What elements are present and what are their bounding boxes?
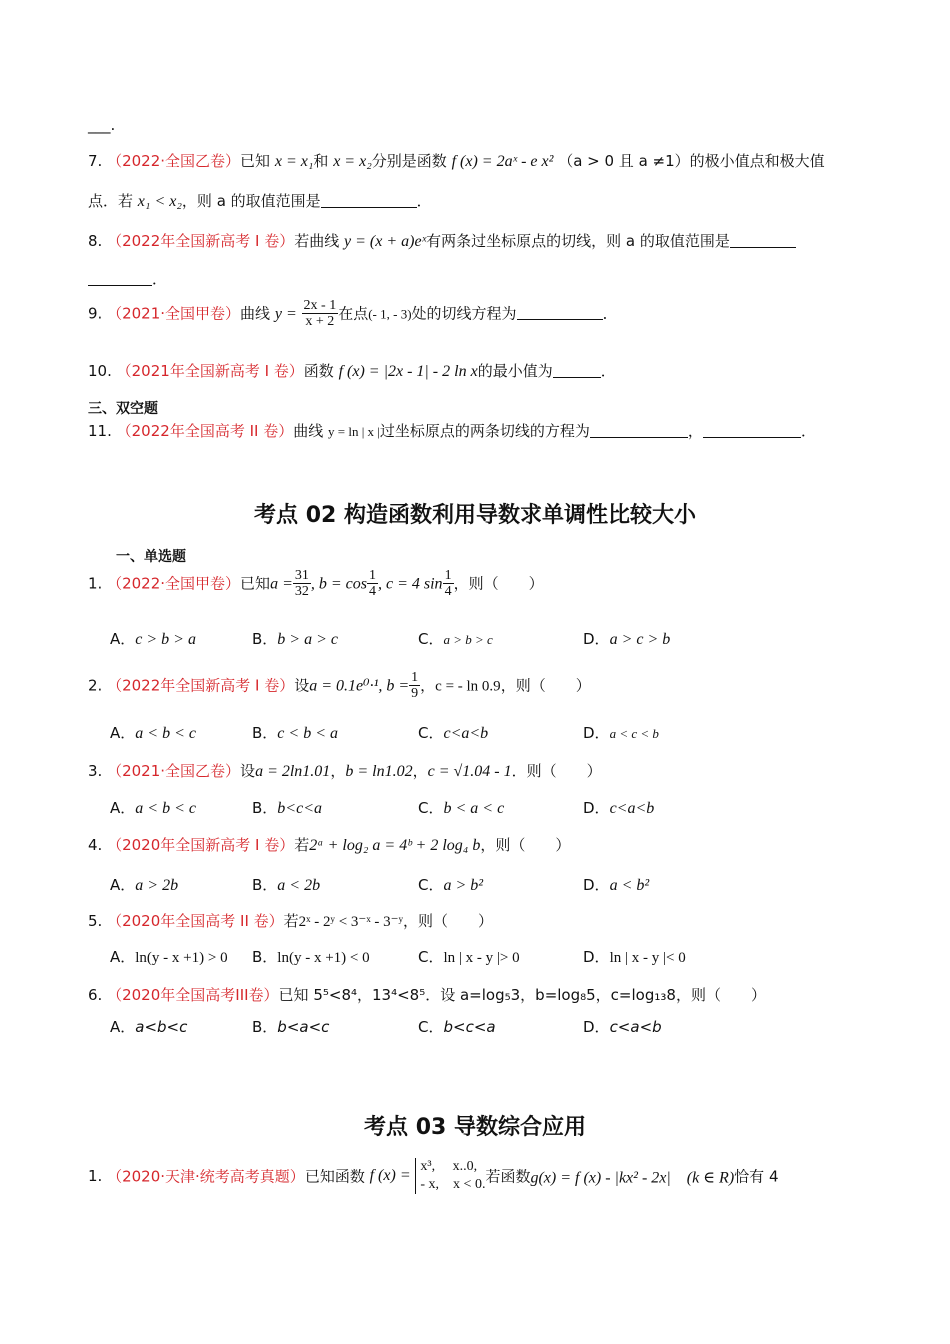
- last-math-f: f (x) =: [369, 1167, 411, 1185]
- last-source: （2020·天津·统考高考真题）: [107, 1167, 305, 1186]
- q7-text: 点．若: [88, 192, 134, 210]
- mc4-math: 2ᵃ + log₂ a = 4ᵇ + 2 log₄ b: [309, 837, 481, 854]
- question-10: [88, 360, 616, 381]
- q9-number: 9.: [88, 304, 103, 323]
- heading-topic-02: 考点 02 构造函数利用导数求单调性比较大小: [254, 503, 696, 528]
- mc1-math: , b = cos: [310, 575, 367, 593]
- option-c[interactable]: C．ln | x - y |> 0: [418, 948, 520, 966]
- answer-blank[interactable]: [321, 193, 417, 208]
- mc3-text: ，: [330, 762, 346, 780]
- q9-text: 曲线: [240, 304, 271, 323]
- mc5-math: 2ˣ - 2ʸ < 3⁻ˣ - 3⁻ʸ: [298, 914, 404, 930]
- mc4-text: ，则（ ）: [480, 836, 571, 854]
- option-d[interactable]: D．c<a<b: [583, 1018, 662, 1036]
- fraction-denominator: 4: [444, 584, 452, 600]
- q9-fraction: [302, 298, 339, 330]
- fraction-denominator: 9: [411, 686, 419, 702]
- mc-question-3: [88, 760, 602, 781]
- q7-math-condition: x₁ < x₂: [137, 193, 182, 210]
- mc1-fraction: [443, 568, 454, 600]
- last-text: 已知函数: [304, 1167, 365, 1186]
- answer-blank[interactable]: [730, 233, 796, 248]
- piecewise-case-1: x³, x..0,: [420, 1159, 478, 1174]
- answer-blank[interactable]: [517, 305, 603, 320]
- q9-text: 处的切线方程为: [411, 304, 517, 323]
- piecewise-case-2: - x, x < 0.: [420, 1177, 486, 1193]
- mc1-math: a =: [270, 575, 293, 593]
- mc1-text: ，则（ ）: [453, 574, 544, 593]
- option-b[interactable]: B．a < 2b: [252, 876, 321, 894]
- q7-math-x2: x = x₂: [333, 153, 372, 170]
- q8-source: （2022年全国新高考 I 卷）: [107, 232, 295, 250]
- piecewise-brace: [415, 1158, 485, 1194]
- q10-source: （2021年全国新高考 I 卷）: [116, 362, 304, 380]
- mc3-text: 设: [240, 762, 256, 780]
- mc-question-5: [88, 910, 493, 931]
- mc1-source: （2022·全国甲卷）: [107, 574, 241, 593]
- last-math-g: g(x) = f (x) - |kx² - 2x| (k ∈ R): [530, 1169, 735, 1187]
- mc3-number: 3.: [88, 762, 103, 780]
- option-a[interactable]: A．a < b < c: [110, 799, 196, 817]
- q11-math-curve: y = ln | x |: [328, 424, 380, 439]
- question-8: [88, 230, 796, 251]
- option-a[interactable]: A．c > b > a: [110, 630, 196, 648]
- mc5-text: ，则（ ）: [403, 912, 494, 930]
- mc2-number: 2.: [88, 676, 103, 695]
- mc2-math: ，c = - ln 0.9: [420, 678, 501, 695]
- mc1-math: , c = 4 sin: [377, 575, 443, 593]
- q8-text: 有两条过坐标原点的切线，则 a 的取值范围是: [426, 232, 730, 250]
- question-7: [88, 150, 825, 171]
- prev-answer-blank: ___.: [88, 116, 116, 134]
- option-d[interactable]: D．ln | x - y |< 0: [583, 948, 686, 966]
- q7-text: （a > 0 且 a ≠1）的极小值点和极大值: [558, 152, 825, 170]
- q11-source: （2022年全国高考 II 卷）: [116, 422, 294, 440]
- option-c[interactable]: C．a > b > c: [418, 630, 493, 648]
- q8-math-curve: y = (x + a)eˣ: [344, 233, 427, 250]
- q11-number: 11.: [88, 422, 112, 440]
- q9-math-y: y =: [274, 305, 297, 323]
- comprehensive-question-1: [88, 1158, 778, 1194]
- option-b[interactable]: B．c < b < a: [252, 724, 338, 742]
- last-text: 若函数: [485, 1167, 531, 1186]
- q11-text: 曲线: [293, 422, 324, 440]
- mc6-text: 已知 5⁵<8⁴，13⁴<8⁵．设 a=log₅3，b=log₈5，c=log₁₃8，则（ ）: [278, 986, 766, 1004]
- section-double-blank: 三、双空题: [88, 401, 158, 417]
- option-c[interactable]: C．c<a<b: [418, 724, 489, 742]
- mc6-source: （2020年全国高考III卷）: [107, 986, 279, 1004]
- mc1-fraction: [293, 568, 311, 600]
- mc4-text: 若: [294, 836, 310, 854]
- mc5-number: 5.: [88, 912, 103, 930]
- mc1-text: 已知: [240, 574, 271, 593]
- q10-text: ．: [600, 362, 616, 380]
- mc1-fraction: [367, 568, 378, 600]
- option-c[interactable]: C．b<c<a: [418, 1018, 496, 1036]
- heading-topic-03: 考点 03 导数综合应用: [364, 1115, 586, 1140]
- question-11: [88, 420, 816, 441]
- q7-number: 7.: [88, 152, 103, 170]
- q10-math-function: f (x) = |2x - 1| - 2 ln x: [338, 363, 478, 380]
- mc3-source: （2021·全国乙卷）: [107, 762, 241, 780]
- q9-source: （2021·全国甲卷）: [107, 304, 241, 323]
- q10-text: 的最小值为: [477, 362, 553, 380]
- option-a[interactable]: A．ln(y - x +1) > 0: [110, 948, 228, 966]
- mc1-number: 1.: [88, 574, 103, 593]
- q7-math-function: f (x) = 2aˣ - e x²: [451, 153, 554, 170]
- option-a[interactable]: A．a > 2b: [110, 876, 179, 894]
- fraction-denominator: 4: [368, 584, 376, 600]
- option-b[interactable]: B．ln(y - x +1) < 0: [252, 948, 370, 966]
- q10-text: 函数: [303, 362, 334, 380]
- option-c[interactable]: C．a > b²: [418, 876, 484, 894]
- question-9: [88, 298, 618, 330]
- mc-question-4: [88, 834, 570, 855]
- q7-text: 分别是函数: [371, 152, 447, 170]
- mc2-text: ，则（ ）: [500, 676, 591, 695]
- mc3-text: ，: [412, 762, 428, 780]
- fraction-numerator: 31: [294, 568, 309, 583]
- mc3-math: b = ln1.02: [345, 763, 413, 780]
- q8-text: ．: [152, 270, 168, 288]
- question-8-line2: [88, 268, 167, 289]
- fraction-numerator: 1: [411, 670, 419, 685]
- q7-text: ．: [416, 192, 432, 210]
- mc2-math: a = 0.1e⁰·¹, b =: [309, 677, 410, 695]
- q11-text: 过坐标原点的两条切线的方程为: [379, 422, 590, 440]
- mc5-text: 若: [283, 912, 299, 930]
- option-a[interactable]: A．a < b < c: [110, 724, 196, 742]
- last-text: 恰有 4: [734, 1167, 779, 1186]
- q9-fraction-numerator: 2x - 1: [303, 298, 337, 313]
- option-b[interactable]: B．b > a > c: [252, 630, 338, 648]
- q7-text: 和: [313, 152, 329, 170]
- q10-number: 10.: [88, 362, 112, 380]
- option-d[interactable]: D．a < b²: [583, 876, 650, 894]
- mc-question-6: [88, 984, 766, 1005]
- mc-question-1: [88, 568, 544, 600]
- option-b[interactable]: B．b<a<c: [252, 1018, 330, 1036]
- answer-blank[interactable]: [88, 271, 152, 286]
- fraction-numerator: 1: [368, 568, 376, 583]
- answer-blank[interactable]: [590, 423, 688, 438]
- mc2-fraction: [409, 670, 420, 702]
- q8-number: 8.: [88, 232, 103, 250]
- q7-text: ，则 a 的取值范围是: [181, 192, 321, 210]
- mc4-source: （2020年全国新高考 I 卷）: [107, 836, 295, 854]
- question-7-line2: [88, 190, 432, 211]
- section-single-choice: 一、单选题: [116, 549, 186, 565]
- option-b[interactable]: B．b<c<a: [252, 799, 322, 817]
- mc2-source: （2022年全国新高考 I 卷）: [107, 676, 295, 695]
- q9-text: ．: [602, 304, 618, 323]
- option-d[interactable]: D．c<a<b: [583, 799, 655, 817]
- answer-blank[interactable]: [703, 423, 801, 438]
- option-a[interactable]: A．a<b<c: [110, 1018, 188, 1036]
- answer-blank[interactable]: [553, 363, 601, 378]
- q9-text: 在点: [338, 304, 369, 323]
- q7-source: （2022·全国乙卷）: [107, 152, 241, 170]
- mc3-math: c = √1.04 - 1: [427, 763, 512, 780]
- option-d[interactable]: D．a > c > b: [583, 630, 671, 648]
- mc3-text: ．则（ ）: [511, 762, 602, 780]
- mc3-math: a = 2ln1.01: [255, 763, 331, 780]
- mc-question-2: [88, 670, 591, 702]
- q11-text: ．: [800, 422, 816, 440]
- q9-math-point: (- 1, - 3): [368, 306, 412, 322]
- fraction-denominator: 32: [294, 584, 309, 600]
- q11-text: ，: [687, 422, 703, 440]
- q7-math-x1: x = x₁: [274, 153, 314, 170]
- option-d[interactable]: D．a < c < b: [583, 724, 659, 742]
- mc6-number: 6.: [88, 986, 103, 1004]
- option-c[interactable]: C．b < a < c: [418, 799, 505, 817]
- fraction-numerator: 1: [444, 568, 452, 583]
- q9-fraction-denominator: x + 2: [305, 314, 335, 330]
- mc4-number: 4.: [88, 836, 103, 854]
- mc2-text: 设: [294, 676, 310, 695]
- q7-text: 已知: [240, 152, 271, 170]
- last-number: 1.: [88, 1167, 103, 1186]
- q8-text: 若曲线: [294, 232, 340, 250]
- mc5-source: （2020年全国高考 II 卷）: [107, 912, 284, 930]
